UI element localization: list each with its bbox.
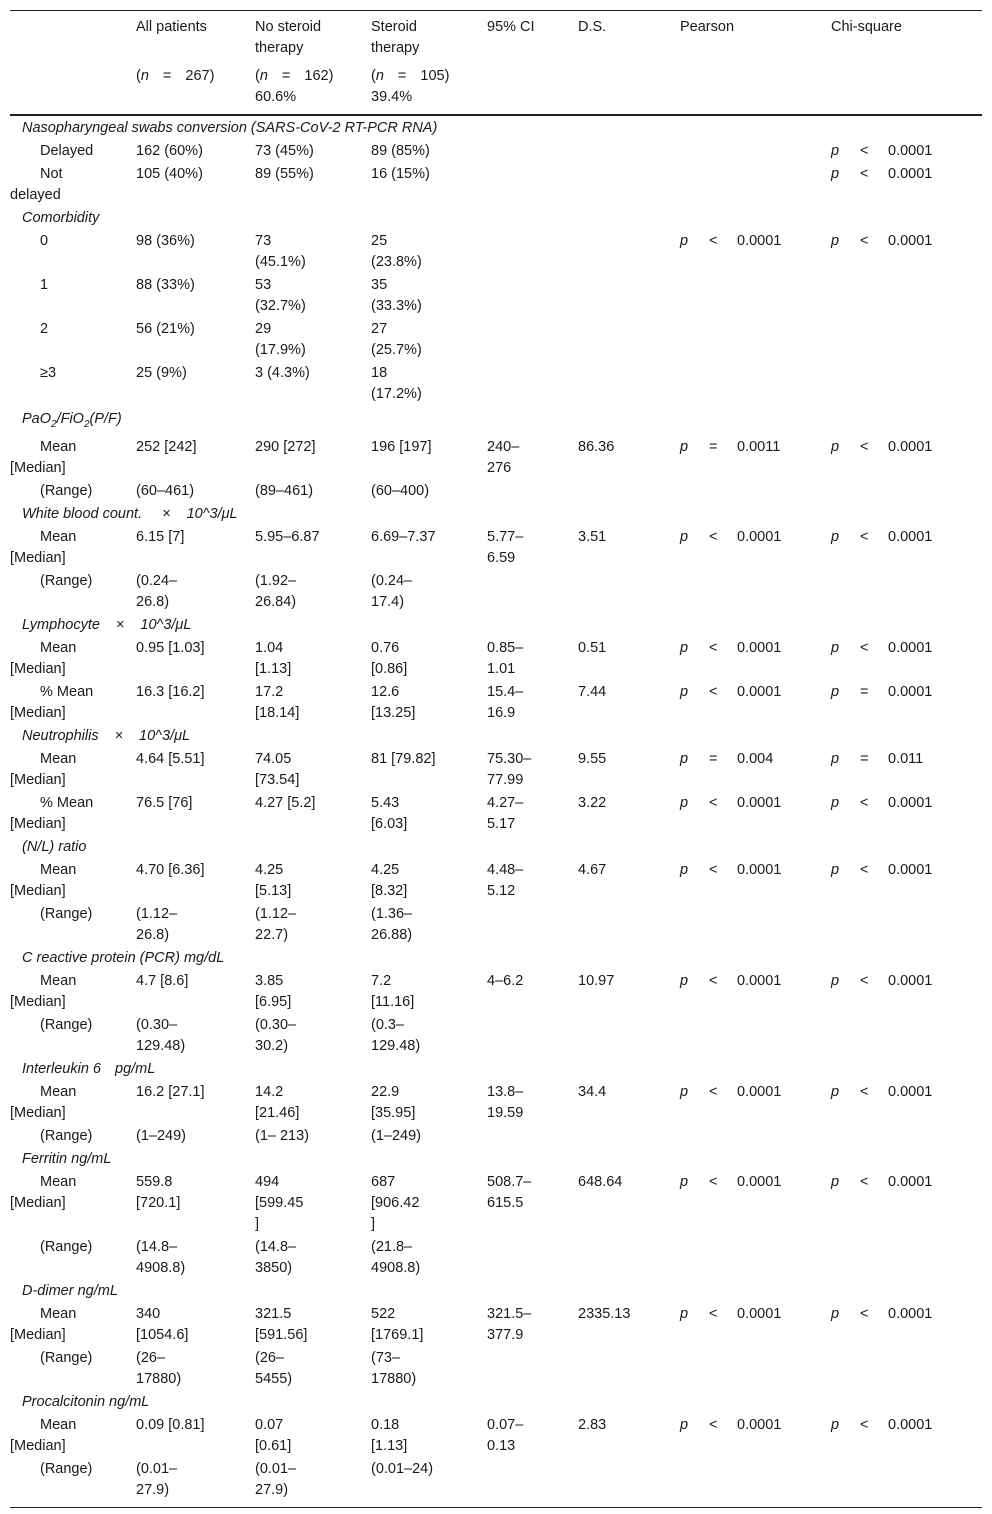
section-title-naso: Nasopharyngeal swabs conversion (SARS-CoV-2 RT-PCR RNA) — [22, 120, 438, 136]
table-row: Mean [Median] 0.09 [0.81] 0.07 [0.61] 0.18 [1.13] 0.07–0.13 2.83 p < 0.0001 p < 0.0001 — [10, 1416, 933, 1454]
table-row: Mean [Median] 559.8 [720.1] 494 [599.45] 687 [906.42] 508.7–615.5 648.64 p < 0.0001 p < 0.0001 — [10, 1173, 933, 1232]
header-all-patients: All patients — [136, 19, 207, 35]
table-row: Mean [Median] 4.70 [6.36] 4.25 [5.13] 4.25 [8.32] 4.48–5.12 4.67 p < 0.0001 p < 0.0001 — [10, 861, 933, 899]
table-row: Delayed 162 (60%) 73 (45%) 89 (85%) p < 0.0001 — [40, 143, 933, 159]
table-row: Mean [Median] 4.7 [8.6] 3.85 [6.95] 7.2 [11.16] 4–6.2 10.97 p < 0.0001 p < 0.0001 — [10, 972, 933, 1010]
section-title-ferritin: Ferritin ng/mL — [22, 1150, 112, 1167]
section-title-lymphocyte: Lymphocyte × 10^3/μL — [22, 616, 192, 633]
table-row: (Range) (14.8–4908.8) (14.8–3850) (21.8–4908.8) — [40, 1238, 421, 1276]
table-row: Mean [Median] 252 [242] 290 [272] 196 [197] 240–276 86.36 p = 0.0011 p < 0.0001 — [10, 438, 933, 476]
table-bottom-rule — [10, 1507, 982, 1508]
header-labels — [10, 11, 982, 59]
table-row: Mean [Median] 4.64 [5.51] 74.05 [73.54] 81 [79.82] 75.30–77.99 9.55 p = 0.004 p = 0.011 — [10, 750, 924, 788]
n-no-steroid: (n = 162) 60.6% — [255, 68, 334, 105]
table-row: (Range) (60–461) (89–461) (60–400) — [40, 482, 430, 499]
table-row: Mean [Median] 0.95 [1.03] 1.04 [1.13] 0.76 [0.86] 0.85–1.01 0.51 p < 0.0001 p < 0.0001 — [10, 639, 933, 677]
table-row: % Mean [Median] 16.3 [16.2] 17.2 [18.14] 12.6 [13.25] 15.4–16.9 7.44 p < 0.0001 p = 0.0001 — [10, 683, 933, 721]
table-row: (Range) (0.01–27.9) (0.01–27.9) (0.01–24) — [40, 1460, 434, 1498]
table-row: ≥3 25 (9%) 3 (4.3%) 18 (17.2%) — [40, 365, 422, 402]
table-row: Mean [Median] 6.15 [7] 5.95–6.87 6.69–7.37 5.77–6.59 3.51 p < 0.0001 p < 0.0001 — [10, 528, 933, 566]
table-row: Mean [Median] 16.2 [27.1] 14.2 [21.46] 22.9 [35.95] 13.8–19.59 34.4 p < 0.0001 p < 0.0001 — [10, 1083, 933, 1121]
section-title-procalcitonin: Procalcitonin ng/mL — [22, 1393, 150, 1410]
section-title-neutrophilis: Neutrophilis × 10^3/μL — [22, 727, 191, 744]
header-ds: D.S. — [578, 19, 607, 35]
table-row: (Range) (26–17880) (26–5455) (73–17880) — [40, 1349, 417, 1387]
table-row: (Range) (1.12–26.8) (1.12–22.7) (1.36–26.88) — [40, 905, 413, 943]
n-steroid: (n = 105) 39.4% — [371, 68, 450, 105]
n-all: (n = 267) — [136, 68, 215, 84]
data-table — [10, 10, 982, 1508]
table-row: (Range) (1–249) (1– 213) (1–249) — [40, 1127, 421, 1144]
table-row: (Range) (0.24–26.8) (1.92–26.84) (0.24–17.4) — [40, 572, 413, 610]
header-chi-square: Chi-square — [831, 19, 902, 35]
section-title-wbc: White blood count. × 10^3/μL — [22, 505, 238, 522]
section-title-pf: PaO$_2$/FiO$_2$(P/F) — [22, 411, 122, 430]
section-title-crp: C reactive protein (PCR) mg/dL — [22, 949, 225, 966]
header-steroid: Steroid therapy — [371, 19, 420, 56]
table-row: 2 56 (21%) 29 (17.9%) 27 (25.7%) — [40, 321, 422, 358]
table-row: Mean [Median] 340 [1054.6] 321.5 [591.56] 522 [1769.1] 321.5–377.9 2335.13 p < 0.0001 p < 0.0001 — [10, 1305, 933, 1343]
table-row: (Range) (0.30–129.48) (0.30–30.2) (0.3–129.48) — [40, 1016, 421, 1054]
header-n-row — [10, 59, 982, 114]
header-ci: 95% CI — [487, 19, 535, 35]
table-row: 1 88 (33%) 53 (32.7%) 35 (33.3%) — [40, 277, 422, 314]
section-title-nl-ratio: (N/L) ratio — [22, 838, 87, 855]
header-pearson: Pearson — [680, 19, 735, 35]
section-title-comorbidity: Comorbidity — [22, 210, 100, 226]
table-row: Not delayed 105 (40%) 89 (55%) 16 (15%) p < 0.0001 — [10, 166, 933, 203]
table-row: 0 98 (36%) 73 (45.1%) 25 (23.8%) p < 0.0001 p < 0.0001 — [40, 233, 933, 270]
section-title-ddimer: D-dimer ng/mL — [22, 1282, 118, 1299]
table-row: % Mean [Median] 76.5 [76] 4.27 [5.2] 5.43 [6.03] 4.27–5.17 3.22 p < 0.0001 p < 0.0001 — [10, 794, 933, 832]
header-no-steroid: No steroid therapy — [255, 19, 322, 56]
section-title-il6: Interleukin 6 pg/mL — [22, 1060, 156, 1077]
